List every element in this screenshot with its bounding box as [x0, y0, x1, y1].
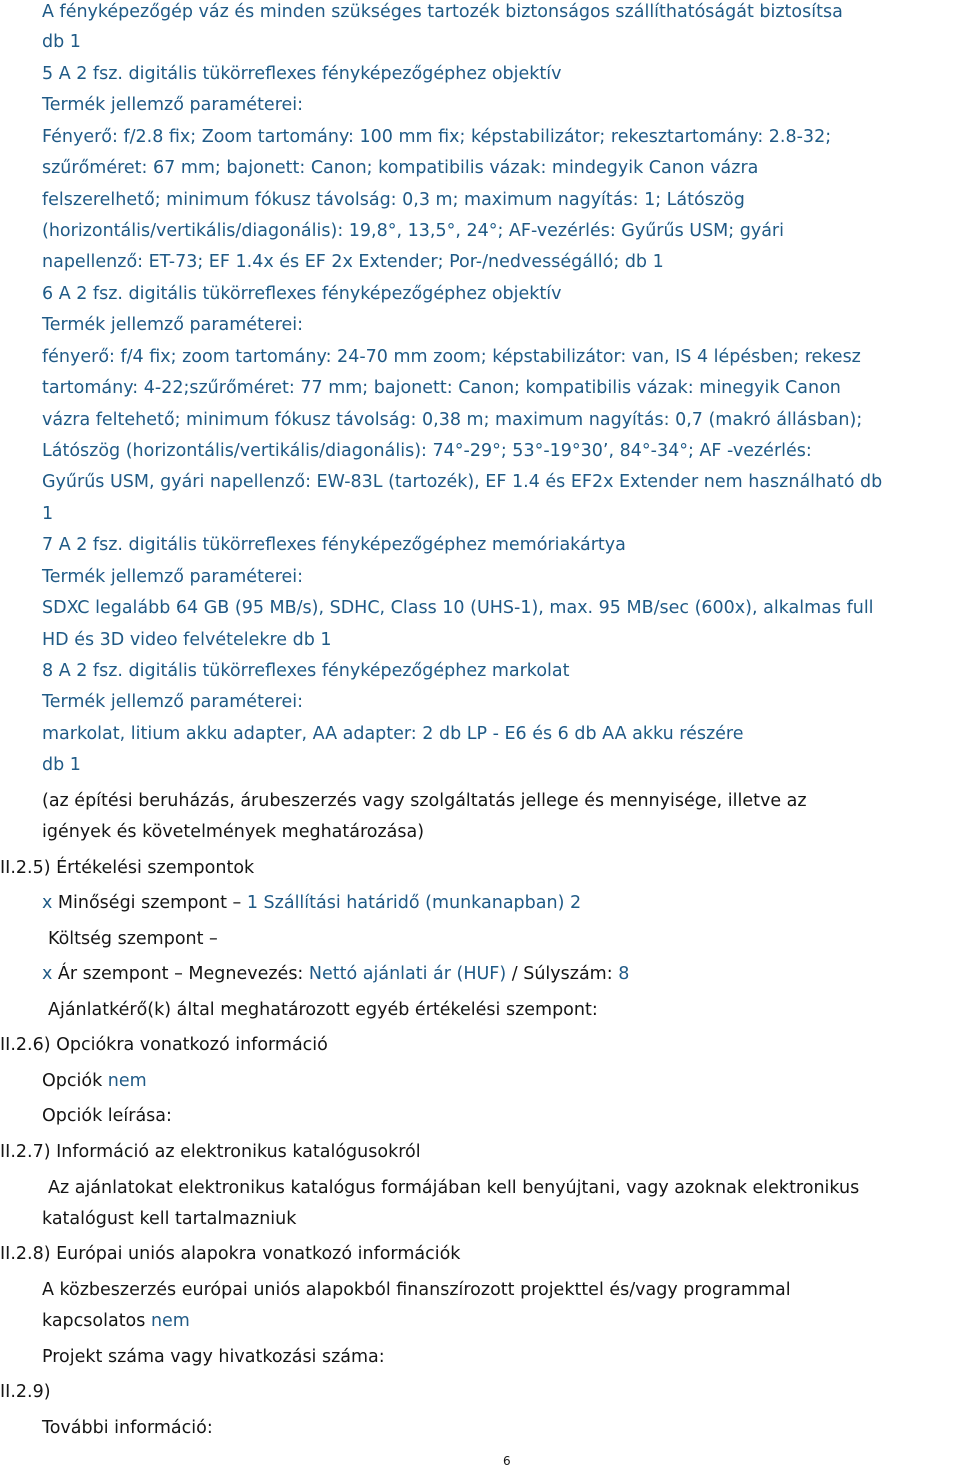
section-heading-2-2-8: II.2.8) Európai uniós alapokra vonatkozó információk: [0, 1244, 461, 1264]
text-line: Fényerő: f/2.8 fix; Zoom tartomány: 100 mm fix; képstabilizátor; rekesztartomány: 2.8-32;: [42, 127, 832, 147]
text-line: 8 A 2 fsz. digitális tükörreflexes fényképezőgéphez markolat: [42, 661, 570, 681]
section-heading-2-2-9: II.2.9): [0, 1382, 51, 1402]
quality-criterion-row: [42, 891, 581, 915]
text-line: 1: [42, 504, 54, 524]
price-criterion-label: Ár szempont – Megnevezés:: [57, 964, 309, 984]
text-line: db 1: [42, 755, 81, 775]
text-line: Termék jellemző paraméterei:: [42, 95, 304, 115]
text-line: 7 A 2 fsz. digitális tükörreflexes fényképezőgéphez memóriakártya: [42, 535, 626, 555]
eu-funds-text: A közbeszerzés európai uniós alapokból finanszírozott projekttel és/vagy programmal: [42, 1280, 791, 1300]
eu-funds-value: nem: [150, 1311, 190, 1331]
checkbox-mark: x: [42, 893, 58, 913]
text-line: vázra feltehető; minimum fókusz távolság: 0,38 m; maximum nagyítás: 0,7 (makró állásban);: [42, 410, 863, 430]
text-line: Termék jellemző paraméterei:: [42, 567, 304, 587]
text-line: napellenző: ET-73; EF 1.4x és EF 2x Extender; Por-/nedvességálló; db 1: [42, 252, 664, 272]
options-description-label: Opciók leírása:: [42, 1106, 172, 1126]
text-line: Gyűrűs USM, gyári napellenző: EW-83L (tartozék), EF 1.4 és EF2x Extender nem használható db: [42, 472, 883, 492]
eu-funds-row: [42, 1309, 190, 1333]
other-criterion-label: Ajánlatkérő(k) által meghatározott egyéb értékelési szempont:: [48, 1000, 598, 1020]
text-line: 5 A 2 fsz. digitális tükörreflexes fényképezőgéphez objektív: [42, 64, 562, 84]
text-line: fényerő: f/4 fix; zoom tartomány: 24-70 mm zoom; képstabilizátor: van, IS 4 lépésben; rekesz: [42, 347, 861, 367]
quality-criterion-label: Minőségi szempont –: [57, 893, 247, 913]
weight-label: / Súlyszám:: [511, 964, 619, 984]
text-line: Termék jellemző paraméterei:: [42, 692, 304, 712]
catalog-text: Az ajánlatokat elektronikus katalógus formájában kell benyújtani, vagy azoknak elektronikus: [48, 1178, 860, 1198]
page-number: 6: [503, 1454, 511, 1468]
text-line: SDXC legalább 64 GB (95 MB/s), SDHC, Class 10 (UHS-1), max. 95 MB/sec (600x), alkalmas full: [42, 598, 874, 618]
text-line: db 1: [42, 32, 81, 52]
section-heading-2-2-7: II.2.7) Információ az elektronikus katalógusokról: [0, 1142, 421, 1162]
options-label: Opciók: [42, 1071, 108, 1091]
price-criterion-name: Nettó ajánlati ár (HUF): [308, 964, 512, 984]
text-line: markolat, litium akku adapter, AA adapter: 2 db LP - E6 és 6 db AA akku részére: [42, 724, 744, 744]
price-criterion-row: [42, 962, 629, 986]
project-number-label: Projekt száma vagy hivatkozási száma:: [42, 1347, 385, 1367]
section-heading-2-2-5: II.2.5) Értékelési szempontok: [0, 858, 255, 878]
text-line: HD és 3D video felvételekre db 1: [42, 630, 332, 650]
text-line: tartomány: 4-22;szűrőméret: 77 mm; bajonett: Canon; kompatibilis vázak: minegyik Canon: [42, 378, 841, 398]
checkbox-mark: x: [42, 964, 58, 984]
text-line: 6 A 2 fsz. digitális tükörreflexes fényképezőgéphez objektív: [42, 284, 562, 304]
text-line: (horizontális/vertikális/diagonális): 19,8°, 13,5°, 24°; AF-vezérlés: Gyűrűs USM; gyári: [42, 221, 784, 241]
section-heading-2-2-6: II.2.6) Opciókra vonatkozó információ: [0, 1035, 328, 1055]
text-line: felszerelhető; minimum fókusz távolság: 0,3 m; maximum nagyítás: 1; Látószög: [42, 190, 745, 210]
text-line: szűrőméret: 67 mm; bajonett: Canon; kompatibilis vázak: mindegyik Canon vázra: [42, 158, 759, 178]
eu-funds-label: kapcsolatos: [42, 1311, 151, 1331]
weight-value: 8: [618, 964, 630, 984]
text-line: Termék jellemző paraméterei:: [42, 315, 304, 335]
options-value: nem: [107, 1071, 147, 1091]
additional-info-label: További információ:: [42, 1418, 213, 1438]
quality-criterion-value: 1 Szállítási határidő (munkanapban) 2: [246, 893, 582, 913]
cost-criterion-label: Költség szempont –: [48, 929, 218, 949]
description-note: (az építési beruházás, árubeszerzés vagy szolgáltatás jellege és mennyisége, illetve az: [42, 791, 807, 811]
text-line: A fényképezőgép váz és minden szükséges tartozék biztonságos szállíthatóságát biztosítsa: [42, 2, 843, 22]
description-note: igények és követelmények meghatározása): [42, 822, 425, 842]
text-line: Látószög (horizontális/vertikális/diagonális): 74°-29°; 53°-19°30’, 84°-34°; AF -vezérlés:: [42, 441, 812, 461]
catalog-text: katalógust kell tartalmazniuk: [42, 1209, 297, 1229]
options-row: [42, 1069, 147, 1093]
